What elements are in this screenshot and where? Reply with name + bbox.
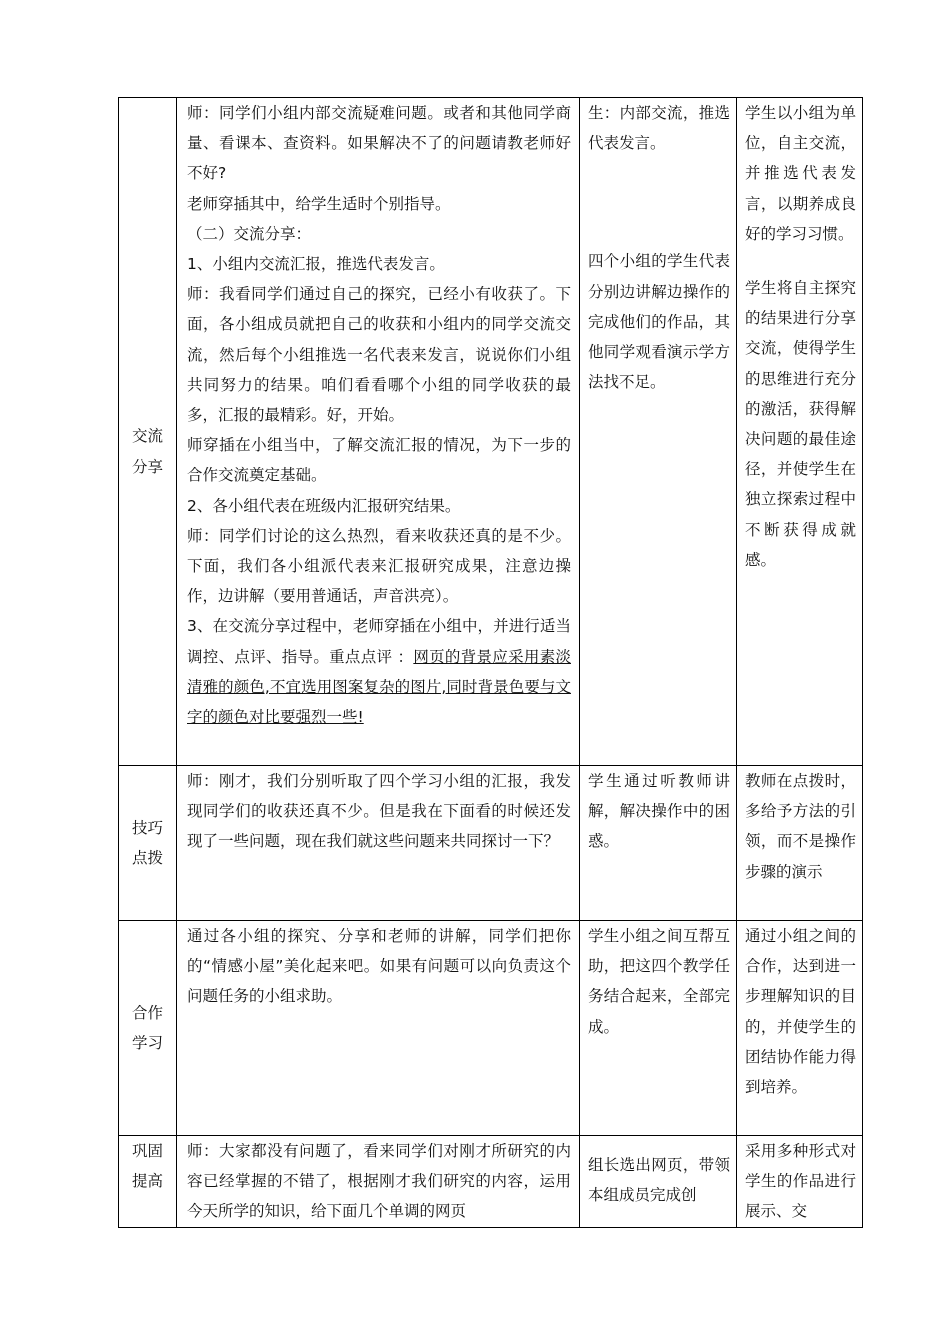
teacher-text: 通过各小组的探究、分享和老师的讲解，同学们把你的“情感小屋”美化起来吧。如果有问题可以向负责这个问题任务的小组求助。 xyxy=(187,927,571,1006)
intent-text: 学生将自主探究的结果进行分享交流，使得学生的思维进行充分的激活，获得解决问题的最佳途径，并使学生在独立探索过程中不断获得成就感。 xyxy=(745,279,856,569)
teacher-text: 师：刚才，我们分别听取了四个学习小组的汇报，我发现同学们的收获还真不少。但是我在下面看的时候还发现了一些问题，现在我们就这些问题来共同探讨一下？ xyxy=(187,772,571,851)
intent-text: 学生以小组为单位，自主交流，并推选代表发言，以期养成良好的学习习惯。 xyxy=(745,104,856,243)
stage-cell xyxy=(119,98,177,766)
key-point-underlined: 网页的背景应采用素淡清雅的颜色,不宜选用图案复杂的图片,同时背景色要与文字的颜色对比要强烈一些! xyxy=(187,647,571,727)
table-row xyxy=(119,98,863,766)
teacher-text: 师：大家都没有问题了，看来同学们对刚才所研究的内容已经掌握的不错了，根据刚才我们研究的内容，运用今天所学的知识，给下面几个单调的网页 xyxy=(187,1142,571,1221)
table-row xyxy=(119,766,863,921)
stage-label: 交流分享 xyxy=(131,427,163,476)
intent-text: 通过小组之间的合作，达到进一步理解知识的目的，并使学生的团结协作能力得到培养。 xyxy=(745,927,856,1097)
teacher-text: 老师穿插其中，给学生适时个别指导。 xyxy=(187,194,451,213)
intent-text: 教师在点拨时，多给予方法的引领，而不是操作步骤的演示 xyxy=(745,772,856,881)
student-activity-cell xyxy=(580,921,737,1136)
teacher-text: 师：同学们小组内部交流疑难问题。或者和其他同学商量、看课本、查资料。如果解决不了的问题请教老师好不好? xyxy=(187,104,571,183)
teacher-activity-cell xyxy=(177,98,580,766)
teacher-text: （二）交流分享： xyxy=(187,224,312,243)
student-text: 四个小组的学生代表分别边讲解边操作的完成他们的作品，其他同学观看演示学方法找不足。 xyxy=(588,252,730,392)
student-activity-cell xyxy=(580,1136,737,1228)
stage-cell xyxy=(119,921,177,1136)
student-text: 组长选出网页，带领本组成员完成创 xyxy=(588,1156,730,1205)
stage-cell xyxy=(119,1136,177,1228)
teacher-text-with-highlight xyxy=(187,611,571,732)
student-text: 生：内部交流，推选代表发言。 xyxy=(588,104,730,153)
design-intent-cell xyxy=(737,1136,863,1228)
lesson-plan-table xyxy=(118,97,863,1228)
stage-cell xyxy=(119,766,177,921)
teacher-text: 2、各小组代表在班级内汇报研究结果。 xyxy=(187,496,461,515)
student-text: 学生小组之间互帮互助，把这四个教学任务结合起来，全部完成。 xyxy=(588,927,730,1036)
design-intent-cell xyxy=(737,766,863,921)
stage-label: 合作学习 xyxy=(131,1003,163,1052)
design-intent-cell xyxy=(737,921,863,1136)
stage-label: 巩固提高 xyxy=(131,1142,163,1191)
teacher-activity-cell xyxy=(177,1136,580,1228)
student-activity-cell xyxy=(580,98,737,766)
stage-label: 技巧点拨 xyxy=(131,818,163,867)
table-row xyxy=(119,921,863,1136)
teacher-activity-cell xyxy=(177,921,580,1136)
table-row xyxy=(119,1136,863,1228)
intent-text: 采用多种形式对学生的作品进行展示、交 xyxy=(745,1142,856,1221)
teacher-text: 师穿插在小组当中，了解交流汇报的情况，为下一步的合作交流奠定基础。 xyxy=(187,436,571,485)
student-text: 学生通过听教师讲解，解决操作中的困惑。 xyxy=(588,772,730,851)
teacher-text: 师：同学们讨论的这么热烈，看来收获还真的是不少。下面，我们各小组派代表来汇报研究成果，注意边操作，边讲解（要用普通话，声音洪亮）。 xyxy=(187,526,571,606)
teacher-text: 3、在交流分享过程中，老师穿插在小组中，并进行适当调控、点评、指导。重点点评 ： xyxy=(187,617,571,666)
student-activity-cell xyxy=(580,766,737,921)
teacher-activity-cell xyxy=(177,766,580,921)
design-intent-cell xyxy=(737,98,863,766)
teacher-text: 1、小组内交流汇报，推选代表发言。 xyxy=(187,255,445,274)
teacher-text: 师：我看同学们通过自己的探究，已经小有收获了。下面，各小组成员就把自己的收获和小组内的同学交流交流，然后每个小组推选一名代表来发言，说说你们小组共同努力的结果。咱们看看哪个小组的同学收获的最多，汇报的最精彩。好，开始。 xyxy=(187,285,571,425)
